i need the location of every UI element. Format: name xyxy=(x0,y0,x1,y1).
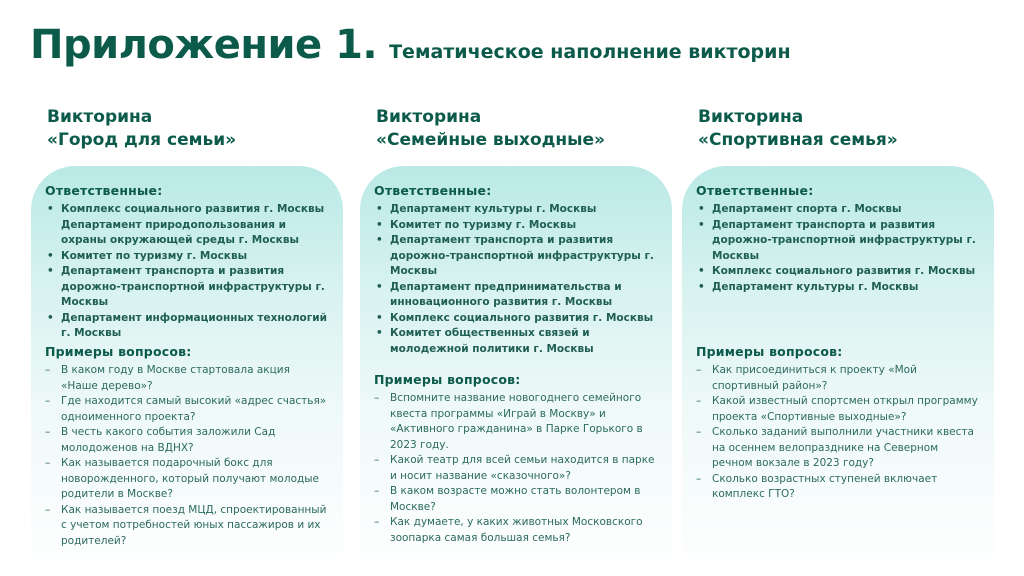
responsible-item: • Департамент культуры г. Москвы xyxy=(696,280,980,296)
quiz-title-line2: «Город для семьи» xyxy=(47,130,237,150)
questions-title: Примеры вопросов: xyxy=(45,344,192,359)
quiz-card xyxy=(682,166,994,576)
responsible-item: • Комплекс социального развития г. Москвы xyxy=(374,311,658,327)
question-item: – Какой театр для всей семьи находится в парке и носит название «сказочного»? xyxy=(374,453,658,484)
responsible-section xyxy=(45,183,329,342)
responsible-item: • Департамент культуры г. Москвы xyxy=(374,202,658,218)
questions-list xyxy=(45,363,329,549)
quiz-title-line2: «Спортивная семья» xyxy=(698,130,898,150)
question-item: – Какой известный спортсмен открыл программу проекта «Спортивные выходные»? xyxy=(696,394,980,425)
questions-list xyxy=(696,363,980,503)
quiz-title-line1: Викторина xyxy=(47,107,153,127)
responsible-list xyxy=(45,202,329,342)
questions-list xyxy=(374,391,658,546)
question-item: – В каком возрасте можно стать волонтером в Москве? xyxy=(374,484,658,515)
responsible-item: • Комплекс социального развития г. Москвы xyxy=(696,264,980,280)
quiz-column-sport xyxy=(682,0,994,576)
responsible-item: • Департамент информационных технологий г. Москвы xyxy=(45,311,329,342)
quiz-card xyxy=(31,166,343,576)
responsible-list xyxy=(696,202,980,295)
questions-section xyxy=(45,344,329,549)
responsible-item: • Департамент предпринимательства и инновационного развития г. Москвы xyxy=(374,280,658,311)
quiz-column-weekend xyxy=(360,0,672,576)
question-item: – Сколько заданий выполнили участники квеста на осеннем велопразднике на Северном речном вокзале в 2023 году? xyxy=(696,425,980,472)
question-item: – В честь какого события заложили Сад молодоженов на ВДНХ? xyxy=(45,425,329,456)
page-title: Приложение 1. xyxy=(30,22,378,68)
responsible-item: • Комитет по туризму г. Москвы xyxy=(374,218,658,234)
responsible-item: • Департамент транспорта и развития дорожно-транспортной инфраструктуры г. Москвы xyxy=(45,264,329,311)
responsible-section xyxy=(374,183,658,357)
quiz-column-city xyxy=(31,0,343,576)
quiz-title-line2: «Семейные выходные» xyxy=(376,130,606,150)
responsible-item: • Департамент транспорта и развития дорожно-транспортной инфраструктуры г. Москвы xyxy=(696,218,980,265)
responsible-item: • Комитет общественных связей и молодежной политики г. Москвы xyxy=(374,326,658,357)
questions-title: Примеры вопросов: xyxy=(696,344,843,359)
quiz-title-line1: Викторина xyxy=(376,107,482,127)
question-item: – Где находится самый высокий «адрес счастья» одноименного проекта? xyxy=(45,394,329,425)
question-item: – Как называется подарочный бокс для новорожденного, который получают молодые родители в Москве? xyxy=(45,456,329,503)
responsible-title: Ответственные: xyxy=(45,183,163,198)
question-item: – Вспомните название новогоднего семейного квеста программы «Играй в Москву» и «Активного гражданина» в Парке Горького в 2023 году. xyxy=(374,391,658,453)
quiz-card xyxy=(360,166,672,576)
page-subtitle: Тематическое наполнение викторин xyxy=(389,41,791,63)
responsible-item: • Комитет по туризму г. Москвы xyxy=(45,249,329,265)
responsible-list xyxy=(374,202,658,357)
responsible-title: Ответственные: xyxy=(696,183,814,198)
questions-section xyxy=(374,372,658,546)
questions-title: Примеры вопросов: xyxy=(374,372,521,387)
quiz-title xyxy=(376,106,605,152)
question-item: – Сколько возрастных ступеней включает комплекс ГТО? xyxy=(696,472,980,503)
quiz-title-line1: Викторина xyxy=(698,107,804,127)
question-item: – Как думаете, у каких животных Московского зоопарка самая большая семья? xyxy=(374,515,658,546)
question-item: – Как присоединиться к проекту «Мой спортивный район»? xyxy=(696,363,980,394)
responsible-item: • Департамент транспорта и развития дорожно-транспортной инфраструктуры г. Москвы xyxy=(374,233,658,280)
question-item: – Как называется поезд МЦД, спроектированный с учетом потребностей юных пассажиров и их родителей? xyxy=(45,503,329,550)
responsible-item: • Комплекс социального развития г. Москвы Департамент природопользования и охраны окружающей среды г. Москвы xyxy=(45,202,329,249)
questions-section xyxy=(696,344,980,503)
question-item: – В каком году в Москве стартовала акция «Наше дерево»? xyxy=(45,363,329,394)
responsible-item: • Департамент спорта г. Москвы xyxy=(696,202,980,218)
responsible-title: Ответственные: xyxy=(374,183,492,198)
quiz-title xyxy=(47,106,236,152)
responsible-section xyxy=(696,183,980,295)
quiz-title xyxy=(698,106,898,152)
